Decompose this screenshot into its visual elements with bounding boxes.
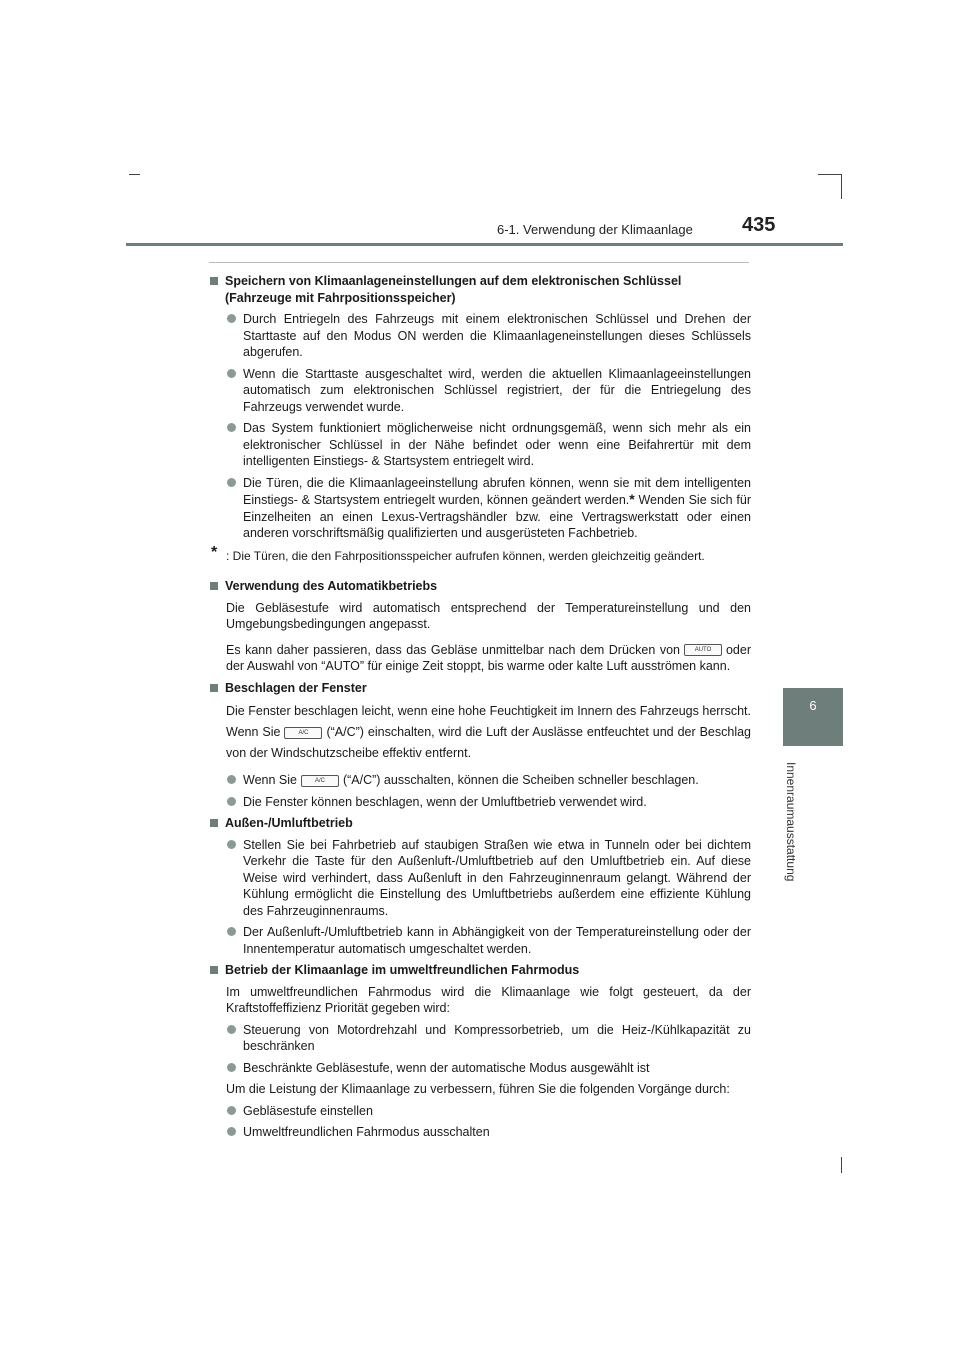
paragraph: Die Gebläsestufe wird automatisch entsprechend der Temperatureinstellung und den Umgebungsbedingungen angepasst. bbox=[226, 600, 751, 631]
footnote bbox=[209, 543, 751, 565]
paragraph bbox=[226, 642, 751, 675]
auto-button-icon: AUTO bbox=[684, 644, 722, 656]
section-heading: Verwendung des Automatikbetriebs bbox=[209, 578, 751, 595]
list-item: Gebläsestufe einstellen bbox=[226, 1103, 751, 1120]
page-content bbox=[209, 268, 751, 1141]
list-item bbox=[226, 475, 751, 542]
chapter-label-text: Innenraumausstattung bbox=[784, 762, 798, 882]
paragraph-text: Es kann daher passieren, dass das Gebläse unmittelbar nach dem Drücken von bbox=[226, 642, 680, 657]
list-item: Umweltfreundlichen Fahrmodus ausschalten bbox=[226, 1124, 751, 1141]
crop-mark bbox=[129, 174, 140, 175]
list-item: Das System funktioniert möglicherweise nicht ordnungsgemäß, wenn sich mehr als ein elektronischer Schlüssel in der Nähe befindet oder wenn eine Beifahrertür mit dem intelligenten Einstiegs- & Startsystem entriegelt wird. bbox=[226, 420, 751, 470]
paragraph: Im umweltfreundlichen Fahrmodus wird die Klimaanlage wie folgt gesteuert, da der Kraftstoffeffizienz Priorität gegeben wird: bbox=[226, 984, 751, 1015]
paragraph bbox=[226, 701, 751, 764]
list-item-text: Wenden Sie sich für Einzelheiten an einen Lexus-Vertragshändler bzw. eine Vertragswerkstatt oder einen anderen vorschriftsmäßig qualifizierten und ausgerüsteten Fachbetrieb. bbox=[243, 493, 751, 540]
section-heading: Speichern von Klimaanlageneinstellungen auf dem elektronischen Schlüssel (Fahrzeuge mit Fahrpositionsspeicher) bbox=[209, 273, 751, 306]
crop-mark bbox=[841, 174, 842, 199]
page-number: 435 bbox=[742, 214, 776, 236]
crop-mark bbox=[841, 1157, 842, 1173]
paragraph-text: Die Fenster beschlagen leicht, wenn eine hohe Feuchtigkeit im Innern des Fahrzeugs herrscht. Wenn Sie bbox=[226, 704, 751, 739]
paragraph-text: (“A/C”) einschalten, wird die Luft der Auslässe entfeuchtet und der Beschlag von der Windschutzscheibe effektiv entfernt. bbox=[226, 725, 752, 760]
chapter-tab bbox=[783, 688, 843, 746]
footnote-marker: * bbox=[629, 491, 635, 507]
paragraph-text: oder der Auswahl von “AUTO” für einige Zeit stoppt, bis warme oder kalte Luft ausströmen kann. bbox=[226, 642, 751, 673]
ac-button-icon: A/C bbox=[301, 775, 339, 787]
list-item-text: (“A/C”) ausschalten, können die Scheiben schneller beschlagen. bbox=[342, 773, 699, 787]
section-heading: Beschlagen der Fenster bbox=[209, 680, 751, 697]
chapter-label bbox=[784, 762, 804, 882]
section-heading: Betrieb der Klimaanlage im umweltfreundlichen Fahrmodus bbox=[209, 962, 751, 979]
list-item: Stellen Sie bei Fahrbetrieb auf staubigen Straßen wie etwa in Tunneln oder bei dichtem Verkehr die Taste für den Außenluft-/Umluftbetrieb auf den Umluftbetrieb ein. Auf diese Weise wird verhindert, dass Außenluft in den Fahrzeuginnenraum gelangt. Während der Kühlung ermöglicht die Einstellung des Umluftbetriebs außerdem eine effiziente Kühlung des Fahrzeuginnenraums. bbox=[226, 837, 751, 920]
list-item-text: Die Türen, die die Klimaanlageeinstellung abrufen können, wenn sie mit dem intelligenten Einstiegs- & Startsystem entriegelt wurden, können geändert werden. bbox=[243, 475, 751, 507]
divider bbox=[209, 262, 749, 263]
list-item: Beschränkte Gebläsestufe, wenn der automatische Modus ausgewählt ist bbox=[226, 1060, 751, 1077]
section-title: 6-1. Verwendung der Klimaanlage bbox=[497, 222, 693, 237]
list-item: Steuerung von Motordrehzahl und Kompressorbetrieb, um die Heiz-/Kühlkapazität zu beschränken bbox=[226, 1022, 751, 1055]
paragraph: Um die Leistung der Klimaanlage zu verbessern, führen Sie die folgenden Vorgänge durch: bbox=[226, 1082, 730, 1096]
footnote-text: : Die Türen, die den Fahrpositionsspeicher aufrufen können, werden gleichzeitig geändert. bbox=[226, 548, 705, 563]
list-item: Wenn die Starttaste ausgeschaltet wird, werden die aktuellen Klimaanlageeinstellungen automatisch zum elektronischen Schlüssel registriert, der für die Entriegelung des Fahrzeugs verwendet wurde. bbox=[226, 366, 751, 416]
section-heading: Außen-/Umluftbetrieb bbox=[209, 815, 751, 832]
chapter-number: 6 bbox=[809, 698, 817, 713]
header-rule bbox=[126, 243, 843, 246]
list-item: Durch Entriegeln des Fahrzeugs mit einem elektronischen Schlüssel und Drehen der Starttaste auf den Modus ON werden die Klimaanlageneinstellungen dieses Schlüssels abgerufen. bbox=[226, 311, 751, 361]
list-item: Die Fenster können beschlagen, wenn der Umluftbetrieb verwendet wird. bbox=[226, 794, 751, 811]
list-item bbox=[226, 772, 751, 789]
crop-mark bbox=[818, 174, 842, 175]
list-item: Der Außenluft-/Umluftbetrieb kann in Abhängigkeit von der Temperatureinstellung oder der Innentemperatur automatisch umgeschaltet werden. bbox=[226, 924, 751, 957]
footnote-star: * bbox=[211, 543, 218, 561]
ac-button-icon: A/C bbox=[284, 727, 322, 739]
list-item-text: Wenn Sie bbox=[243, 773, 297, 787]
